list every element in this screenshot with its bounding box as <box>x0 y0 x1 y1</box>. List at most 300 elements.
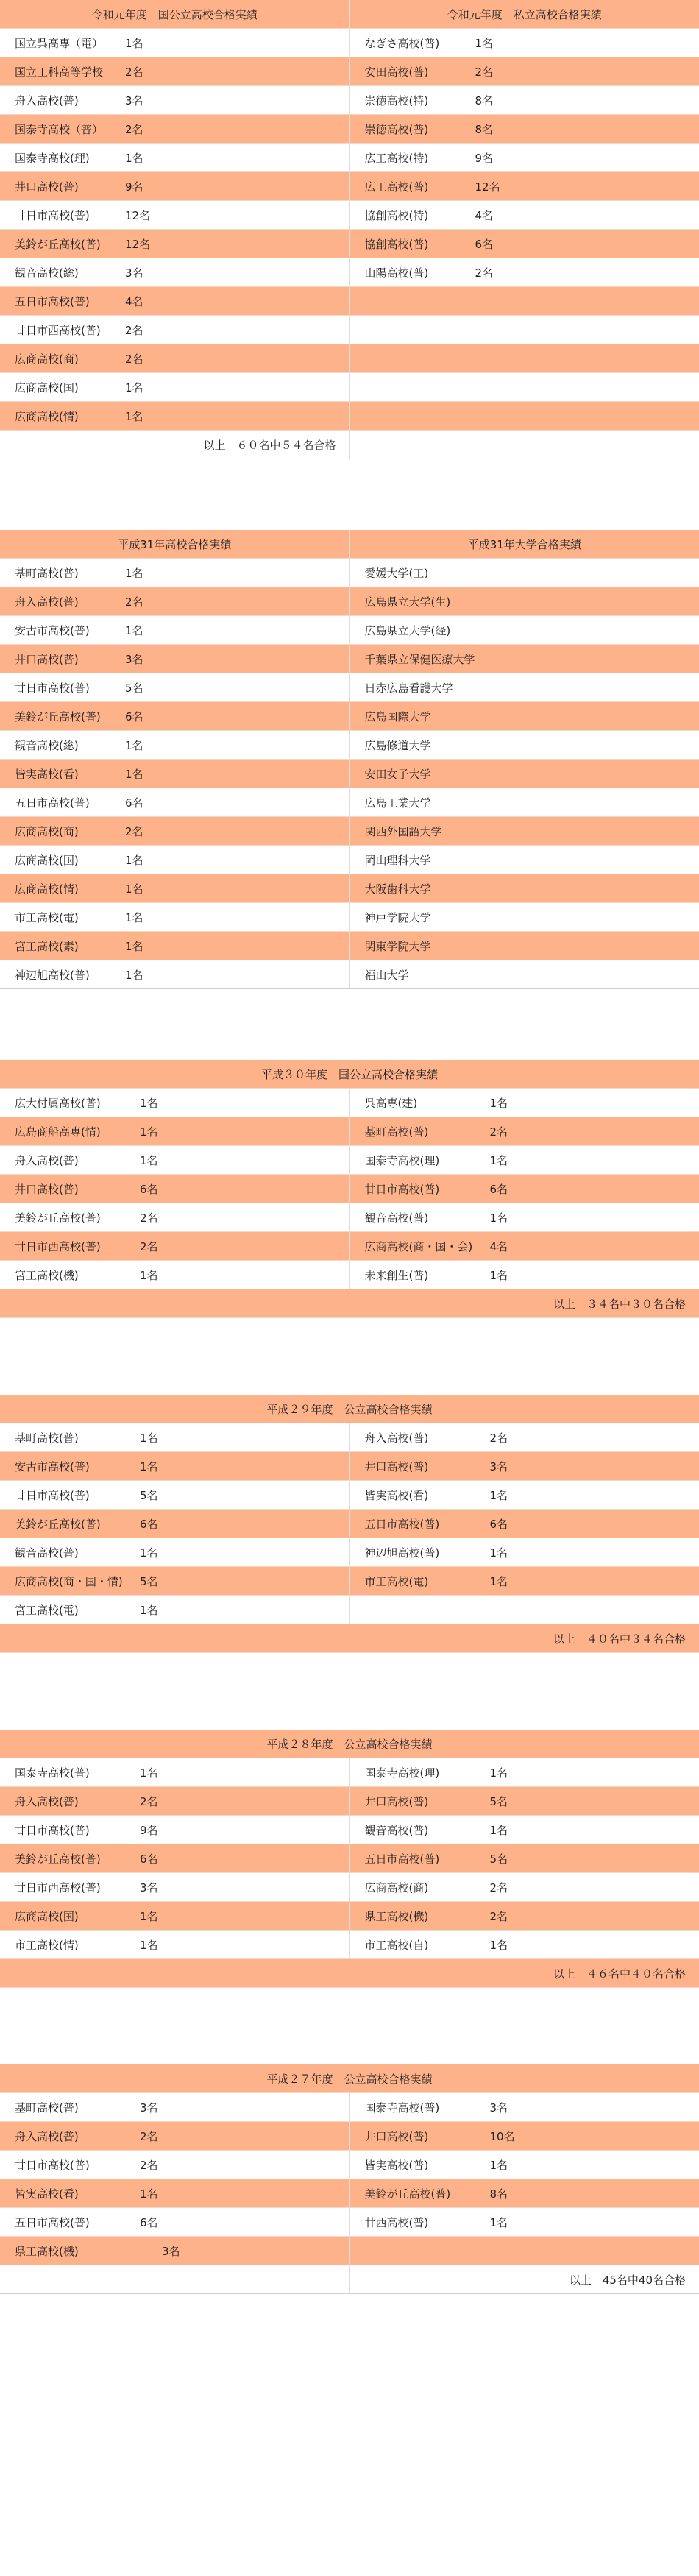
table-cell <box>350 373 699 402</box>
school-name: 呉高専(建) <box>364 1096 418 1110</box>
table-row <box>0 1060 699 1089</box>
school-name: 崇徳高校(特) <box>364 93 429 107</box>
count-value: 1名 <box>475 36 494 50</box>
table-row <box>0 2064 699 2093</box>
count-value: 1名 <box>489 1153 508 1167</box>
count-value: 2名 <box>140 2158 158 2172</box>
table-cell <box>0 402 350 431</box>
table-row <box>0 172 699 201</box>
table-cell <box>350 230 699 258</box>
school-name: 舟入高校(普) <box>15 1153 79 1167</box>
count-value: 1名 <box>125 623 143 637</box>
table-row <box>0 144 699 172</box>
school-name: 広商高校(商) <box>15 824 79 838</box>
table-row <box>0 1423 699 1452</box>
table-cell <box>0 172 350 201</box>
school-name: 皆実高校(看) <box>15 767 79 781</box>
table-cell <box>350 1146 699 1175</box>
school-name: 美鈴が丘高校(普) <box>15 1852 101 1866</box>
table-cell <box>0 2151 350 2179</box>
count-value: 2名 <box>140 1211 158 1225</box>
school-name: 福山大学 <box>364 968 409 982</box>
table-cell <box>350 1117 699 1146</box>
table-cell <box>0 316 350 344</box>
table-cell <box>350 29 699 57</box>
count-value: 1名 <box>489 1766 508 1780</box>
count-value: 2名 <box>140 1239 158 1253</box>
table-cell <box>0 1844 350 1873</box>
table-cell <box>350 1452 699 1481</box>
table-row <box>0 903 699 932</box>
count-value: 1名 <box>489 1938 508 1952</box>
count-value: 4名 <box>125 294 143 308</box>
count-value: 4名 <box>475 208 494 222</box>
school-name: 美鈴が丘高校(普) <box>15 237 101 251</box>
table-cell <box>350 673 699 702</box>
count-value: 1名 <box>140 1153 158 1167</box>
table-row <box>0 1232 699 1261</box>
count-value: 6名 <box>475 237 494 251</box>
table-cell <box>0 2208 350 2237</box>
section-reiwa1 <box>0 0 699 459</box>
school-name: 国泰寺高校（普） <box>15 122 104 136</box>
count-value: 3名 <box>489 2101 508 2115</box>
count-value: 1名 <box>489 1823 508 1837</box>
count-value: 10名 <box>489 2129 515 2143</box>
count-value: 8名 <box>489 2187 508 2201</box>
table-cell <box>0 144 350 172</box>
table-cell <box>0 1089 350 1117</box>
count-value: 2名 <box>475 65 494 79</box>
table-row <box>0 287 699 316</box>
count-value: 1名 <box>140 1938 158 1952</box>
count-value: 2名 <box>475 266 494 280</box>
school-name: 市工高校(自) <box>364 1938 429 1952</box>
table-row <box>0 559 699 587</box>
table-cell <box>0 1596 350 1624</box>
count-value: 1名 <box>125 738 143 752</box>
section-heisei31 <box>0 530 699 989</box>
table-row <box>0 1146 699 1175</box>
count-value: 1名 <box>125 968 143 982</box>
count-value: 1名 <box>489 2158 508 2172</box>
table-row <box>0 645 699 673</box>
table-row <box>0 402 699 431</box>
school-name: 基町高校(普) <box>15 2101 79 2115</box>
table-row <box>0 587 699 616</box>
count-value: 2名 <box>125 595 143 609</box>
school-name: 広商高校(商・国・会) <box>364 1239 473 1253</box>
table-cell <box>0 673 350 702</box>
count-value: 5名 <box>489 1794 508 1808</box>
table-cell <box>0 2093 350 2122</box>
table-cell <box>0 817 350 846</box>
count-value: 9名 <box>125 180 143 194</box>
count-value: 1名 <box>125 910 143 924</box>
table-cell <box>0 1538 350 1567</box>
school-name: 大阪歯科大学 <box>364 882 431 896</box>
table-cell <box>350 1758 699 1787</box>
table-row <box>0 1203 699 1232</box>
table-cell <box>350 201 699 230</box>
table-cell <box>350 431 699 459</box>
school-name: 国立工科高等学校 <box>15 65 104 79</box>
school-name: 舟入高校(普) <box>15 93 79 107</box>
table-row <box>0 29 699 57</box>
table-cell <box>350 316 699 344</box>
school-name: 廿日市高校(普) <box>364 1182 440 1196</box>
table-cell <box>0 760 350 788</box>
table-row <box>0 1624 699 1653</box>
count-value: 1名 <box>125 36 143 50</box>
table-cell <box>0 373 350 402</box>
school-name: 井口高校(普) <box>364 1459 429 1473</box>
school-name: 宮工高校(機) <box>15 1268 79 1282</box>
count-value: 4名 <box>489 1239 508 1253</box>
table-row <box>0 2122 699 2151</box>
count-value: 6名 <box>140 2215 158 2229</box>
count-value: 6名 <box>140 1517 158 1531</box>
school-name: 協創高校(特) <box>364 208 429 222</box>
table-cell <box>350 1261 699 1289</box>
school-name: 広島商船高専(情) <box>15 1125 101 1139</box>
count-value: 1名 <box>140 1268 158 1282</box>
table-header: 平成31年高校合格実績 <box>0 530 350 559</box>
school-name: 五日市高校(普) <box>15 294 90 308</box>
count-value: 1名 <box>140 1766 158 1780</box>
table-cell <box>0 1232 350 1261</box>
count-value: 2名 <box>125 352 143 366</box>
table-row <box>0 1089 699 1117</box>
count-value: 1名 <box>125 939 143 953</box>
count-value: 3名 <box>125 266 143 280</box>
school-name: 関西外国語大学 <box>364 824 442 838</box>
table-row <box>0 2208 699 2237</box>
table-cell <box>0 1423 350 1452</box>
table-cell <box>0 1117 350 1146</box>
results-table-heisei27 <box>0 2064 699 2294</box>
section-heisei30 <box>0 1060 699 1318</box>
table-cell <box>350 1481 699 1510</box>
school-name: 広商高校(情) <box>15 409 79 423</box>
count-value: 1名 <box>489 2215 508 2229</box>
table-cell <box>0 201 350 230</box>
school-name: 国泰寺高校(理) <box>364 1766 440 1780</box>
count-value: 3名 <box>125 93 143 107</box>
school-name: 広島国際大学 <box>364 710 431 723</box>
count-value: 2名 <box>489 1125 508 1139</box>
school-name: 五日市高校(普) <box>15 796 90 810</box>
table-header: 令和元年度 私立高校合格実績 <box>350 0 699 29</box>
school-name: 日赤広島看護大学 <box>364 681 453 695</box>
count-value: 6名 <box>125 796 143 810</box>
school-name: 基町高校(普) <box>15 566 79 580</box>
school-name: 広島県立大学(生) <box>364 595 451 609</box>
table-cell <box>0 903 350 932</box>
table-row <box>0 344 699 373</box>
count-value: 5名 <box>140 1574 158 1588</box>
table-cell <box>350 760 699 788</box>
table-cell <box>0 1452 350 1481</box>
results-table-heisei28 <box>0 1730 699 1988</box>
table-cell <box>350 1510 699 1538</box>
table-cell <box>0 587 350 616</box>
table-row <box>0 760 699 788</box>
table-cell <box>350 559 699 587</box>
table-row <box>0 1175 699 1203</box>
school-name: 観音高校(普) <box>15 1546 79 1560</box>
table-cell <box>350 172 699 201</box>
school-name: 観音高校(普) <box>364 1823 429 1837</box>
results-table-reiwa1 <box>0 0 699 459</box>
table-row <box>0 1596 699 1624</box>
table-cell <box>350 702 699 731</box>
school-name: 舟入高校(普) <box>15 595 79 609</box>
school-name: 市工高校(電) <box>15 910 79 924</box>
table-row <box>0 2237 699 2265</box>
table-cell <box>0 1902 350 1931</box>
table-row <box>0 1481 699 1510</box>
table-cell <box>350 2208 699 2237</box>
table-cell <box>350 2093 699 2122</box>
count-value: 2名 <box>489 1431 508 1445</box>
table-cell <box>0 2237 350 2265</box>
table-cell <box>350 402 699 431</box>
results-table-heisei30 <box>0 1060 699 1318</box>
school-name: 千葉県立保健医療大学 <box>364 652 475 666</box>
table-cell <box>0 1787 350 1816</box>
table-cell <box>0 230 350 258</box>
table-cell <box>0 702 350 731</box>
table-cell <box>350 1596 699 1624</box>
school-name: 広島県立大学(経) <box>364 623 451 637</box>
school-name: 広商高校(国) <box>15 381 79 394</box>
table-header: 平成31年大学合格実績 <box>350 530 699 559</box>
table-row <box>0 1289 699 1318</box>
school-name: なぎさ高校(普) <box>364 36 440 50</box>
school-name: 井口高校(普) <box>15 652 79 666</box>
school-name: 五日市高校(普) <box>364 1852 440 1866</box>
table-cell <box>0 258 350 287</box>
section-heisei29 <box>0 1395 699 1653</box>
table-cell <box>0 115 350 144</box>
total-line: 以上 ４６名中４０名合格 <box>0 1959 699 1988</box>
count-value: 1名 <box>140 1909 158 1923</box>
school-name: 国泰寺高校(理) <box>15 151 90 165</box>
school-name: 五日市高校(普) <box>15 2215 90 2229</box>
table-row <box>0 1787 699 1816</box>
count-value: 3名 <box>140 2101 158 2115</box>
table-row <box>0 960 699 989</box>
school-name: 県工高校(機) <box>364 1909 429 1923</box>
table-cell <box>0 1175 350 1203</box>
count-value: 6名 <box>140 1182 158 1196</box>
table-row <box>0 1959 699 1988</box>
table-header: 平成２７年度 公立高校合格実績 <box>0 2064 699 2093</box>
table-cell <box>350 1844 699 1873</box>
count-value: 1名 <box>140 1125 158 1139</box>
school-name: 広島工業大学 <box>364 796 431 810</box>
table-row <box>0 932 699 960</box>
school-name: 広商高校(商) <box>15 352 79 366</box>
school-name: 安田女子大学 <box>364 767 431 781</box>
table-cell <box>350 1902 699 1931</box>
table-cell <box>350 1787 699 1816</box>
table-cell <box>350 1873 699 1902</box>
table-cell <box>0 287 350 316</box>
count-value: 1名 <box>489 1268 508 1282</box>
school-name: 神戸学院大学 <box>364 910 431 924</box>
school-name: 神辺旭高校(普) <box>364 1546 440 1560</box>
table-row <box>0 201 699 230</box>
table-row <box>0 230 699 258</box>
table-row <box>0 1510 699 1538</box>
table-cell <box>350 1538 699 1567</box>
count-value: 9名 <box>475 151 494 165</box>
table-row <box>0 1452 699 1481</box>
table-cell <box>350 616 699 645</box>
table-cell <box>350 258 699 287</box>
table-cell <box>0 86 350 115</box>
table-row <box>0 2093 699 2122</box>
table-row <box>0 1844 699 1873</box>
school-name: 広大付属高校(普) <box>15 1096 101 1110</box>
school-name: 関東学院大学 <box>364 939 431 953</box>
table-cell <box>0 1146 350 1175</box>
total-line: 以上 45名中40名合格 <box>350 2265 699 2294</box>
school-name: 観音高校(総) <box>15 266 79 280</box>
count-value: 1名 <box>125 566 143 580</box>
school-name: 舟入高校(普) <box>15 1794 79 1808</box>
table-cell <box>350 2122 699 2151</box>
table-cell <box>0 29 350 57</box>
table-cell <box>0 344 350 373</box>
school-name: 広島修道大学 <box>364 738 431 752</box>
school-name: 広商高校(商・国・情) <box>15 1574 123 1588</box>
table-cell <box>0 1816 350 1844</box>
count-value: 2名 <box>489 1880 508 1894</box>
table-cell <box>0 645 350 673</box>
count-value: 1名 <box>125 409 143 423</box>
school-name: 廿日市高校(普) <box>15 2158 90 2172</box>
table-cell <box>350 960 699 989</box>
table-cell <box>350 2237 699 2265</box>
school-name: 廿日市高校(普) <box>15 208 90 222</box>
count-value: 6名 <box>140 1852 158 1866</box>
count-value: 8名 <box>475 93 494 107</box>
count-value: 5名 <box>125 681 143 695</box>
table-cell <box>0 559 350 587</box>
table-row <box>0 86 699 115</box>
table-row <box>0 1538 699 1567</box>
count-value: 1名 <box>489 1488 508 1502</box>
count-value: 1名 <box>489 1211 508 1225</box>
count-value: 2名 <box>125 65 143 79</box>
count-value: 1名 <box>125 381 143 394</box>
school-name: 山陽高校(普) <box>364 266 429 280</box>
school-name: 基町高校(普) <box>364 1125 429 1139</box>
school-name: 神辺旭高校(普) <box>15 968 90 982</box>
school-name: 美鈴が丘高校(普) <box>15 1211 101 1225</box>
section-heisei27 <box>0 2064 699 2294</box>
table-cell <box>350 344 699 373</box>
count-value: 1名 <box>140 1603 158 1617</box>
count-value: 2名 <box>489 1909 508 1923</box>
table-row <box>0 1816 699 1844</box>
school-name: 井口高校(普) <box>364 2129 429 2143</box>
table-cell <box>350 932 699 960</box>
table-row <box>0 817 699 846</box>
table-row <box>0 2265 699 2294</box>
count-value: 12名 <box>125 237 151 251</box>
count-value: 1名 <box>140 1431 158 1445</box>
count-value: 2名 <box>140 2129 158 2143</box>
count-value: 9名 <box>140 1823 158 1837</box>
table-cell <box>350 2151 699 2179</box>
table-cell <box>350 645 699 673</box>
school-name: 廿日市高校(普) <box>15 681 90 695</box>
table-row <box>0 1931 699 1959</box>
school-name: 広商高校(国) <box>15 1909 79 1923</box>
school-name: 美鈴が丘高校(普) <box>15 1517 101 1531</box>
table-row <box>0 874 699 903</box>
count-value: 3名 <box>162 2244 180 2258</box>
table-row <box>0 1758 699 1787</box>
count-value: 12名 <box>125 208 151 222</box>
school-name: 国泰寺高校(普) <box>15 1766 90 1780</box>
table-cell <box>350 1423 699 1452</box>
table-row <box>0 1873 699 1902</box>
table-row <box>0 1730 699 1758</box>
table-row <box>0 431 699 459</box>
school-name: 廿日市高校(普) <box>15 1488 90 1502</box>
school-name: 安古市高校(普) <box>15 1459 90 1473</box>
table-row <box>0 1902 699 1931</box>
table-row <box>0 846 699 874</box>
table-cell <box>350 57 699 86</box>
table-cell <box>0 1261 350 1289</box>
school-name: 基町高校(普) <box>15 1431 79 1445</box>
school-name: 市工高校(電) <box>364 1574 429 1588</box>
table-cell <box>350 731 699 760</box>
school-name: 井口高校(普) <box>15 1182 79 1196</box>
school-name: 五日市高校(普) <box>364 1517 440 1531</box>
table-cell <box>0 2122 350 2151</box>
table-row <box>0 731 699 760</box>
school-name: 愛媛大学(工) <box>364 566 429 580</box>
school-name: 皆実高校(看) <box>15 2187 79 2201</box>
table-row <box>0 1395 699 1423</box>
count-value: 12名 <box>475 180 500 194</box>
school-name: 国泰寺高校(普) <box>364 2101 440 2115</box>
school-name: 岡山理科大学 <box>364 853 431 867</box>
table-cell <box>350 115 699 144</box>
table-cell <box>350 287 699 316</box>
table-cell <box>350 874 699 903</box>
table-cell <box>0 1758 350 1787</box>
table-cell <box>350 144 699 172</box>
school-name: 廿日市高校(普) <box>15 1823 90 1837</box>
table-header: 平成２８年度 公立高校合格実績 <box>0 1730 699 1758</box>
school-name: 未来創生(普) <box>364 1268 429 1282</box>
table-cell <box>0 846 350 874</box>
school-name: 市工高校(情) <box>15 1938 79 1952</box>
school-name: 宮工高校(電) <box>15 1603 79 1617</box>
count-value: 3名 <box>489 1459 508 1473</box>
table-row <box>0 702 699 731</box>
table-row <box>0 616 699 645</box>
table-cell <box>0 57 350 86</box>
